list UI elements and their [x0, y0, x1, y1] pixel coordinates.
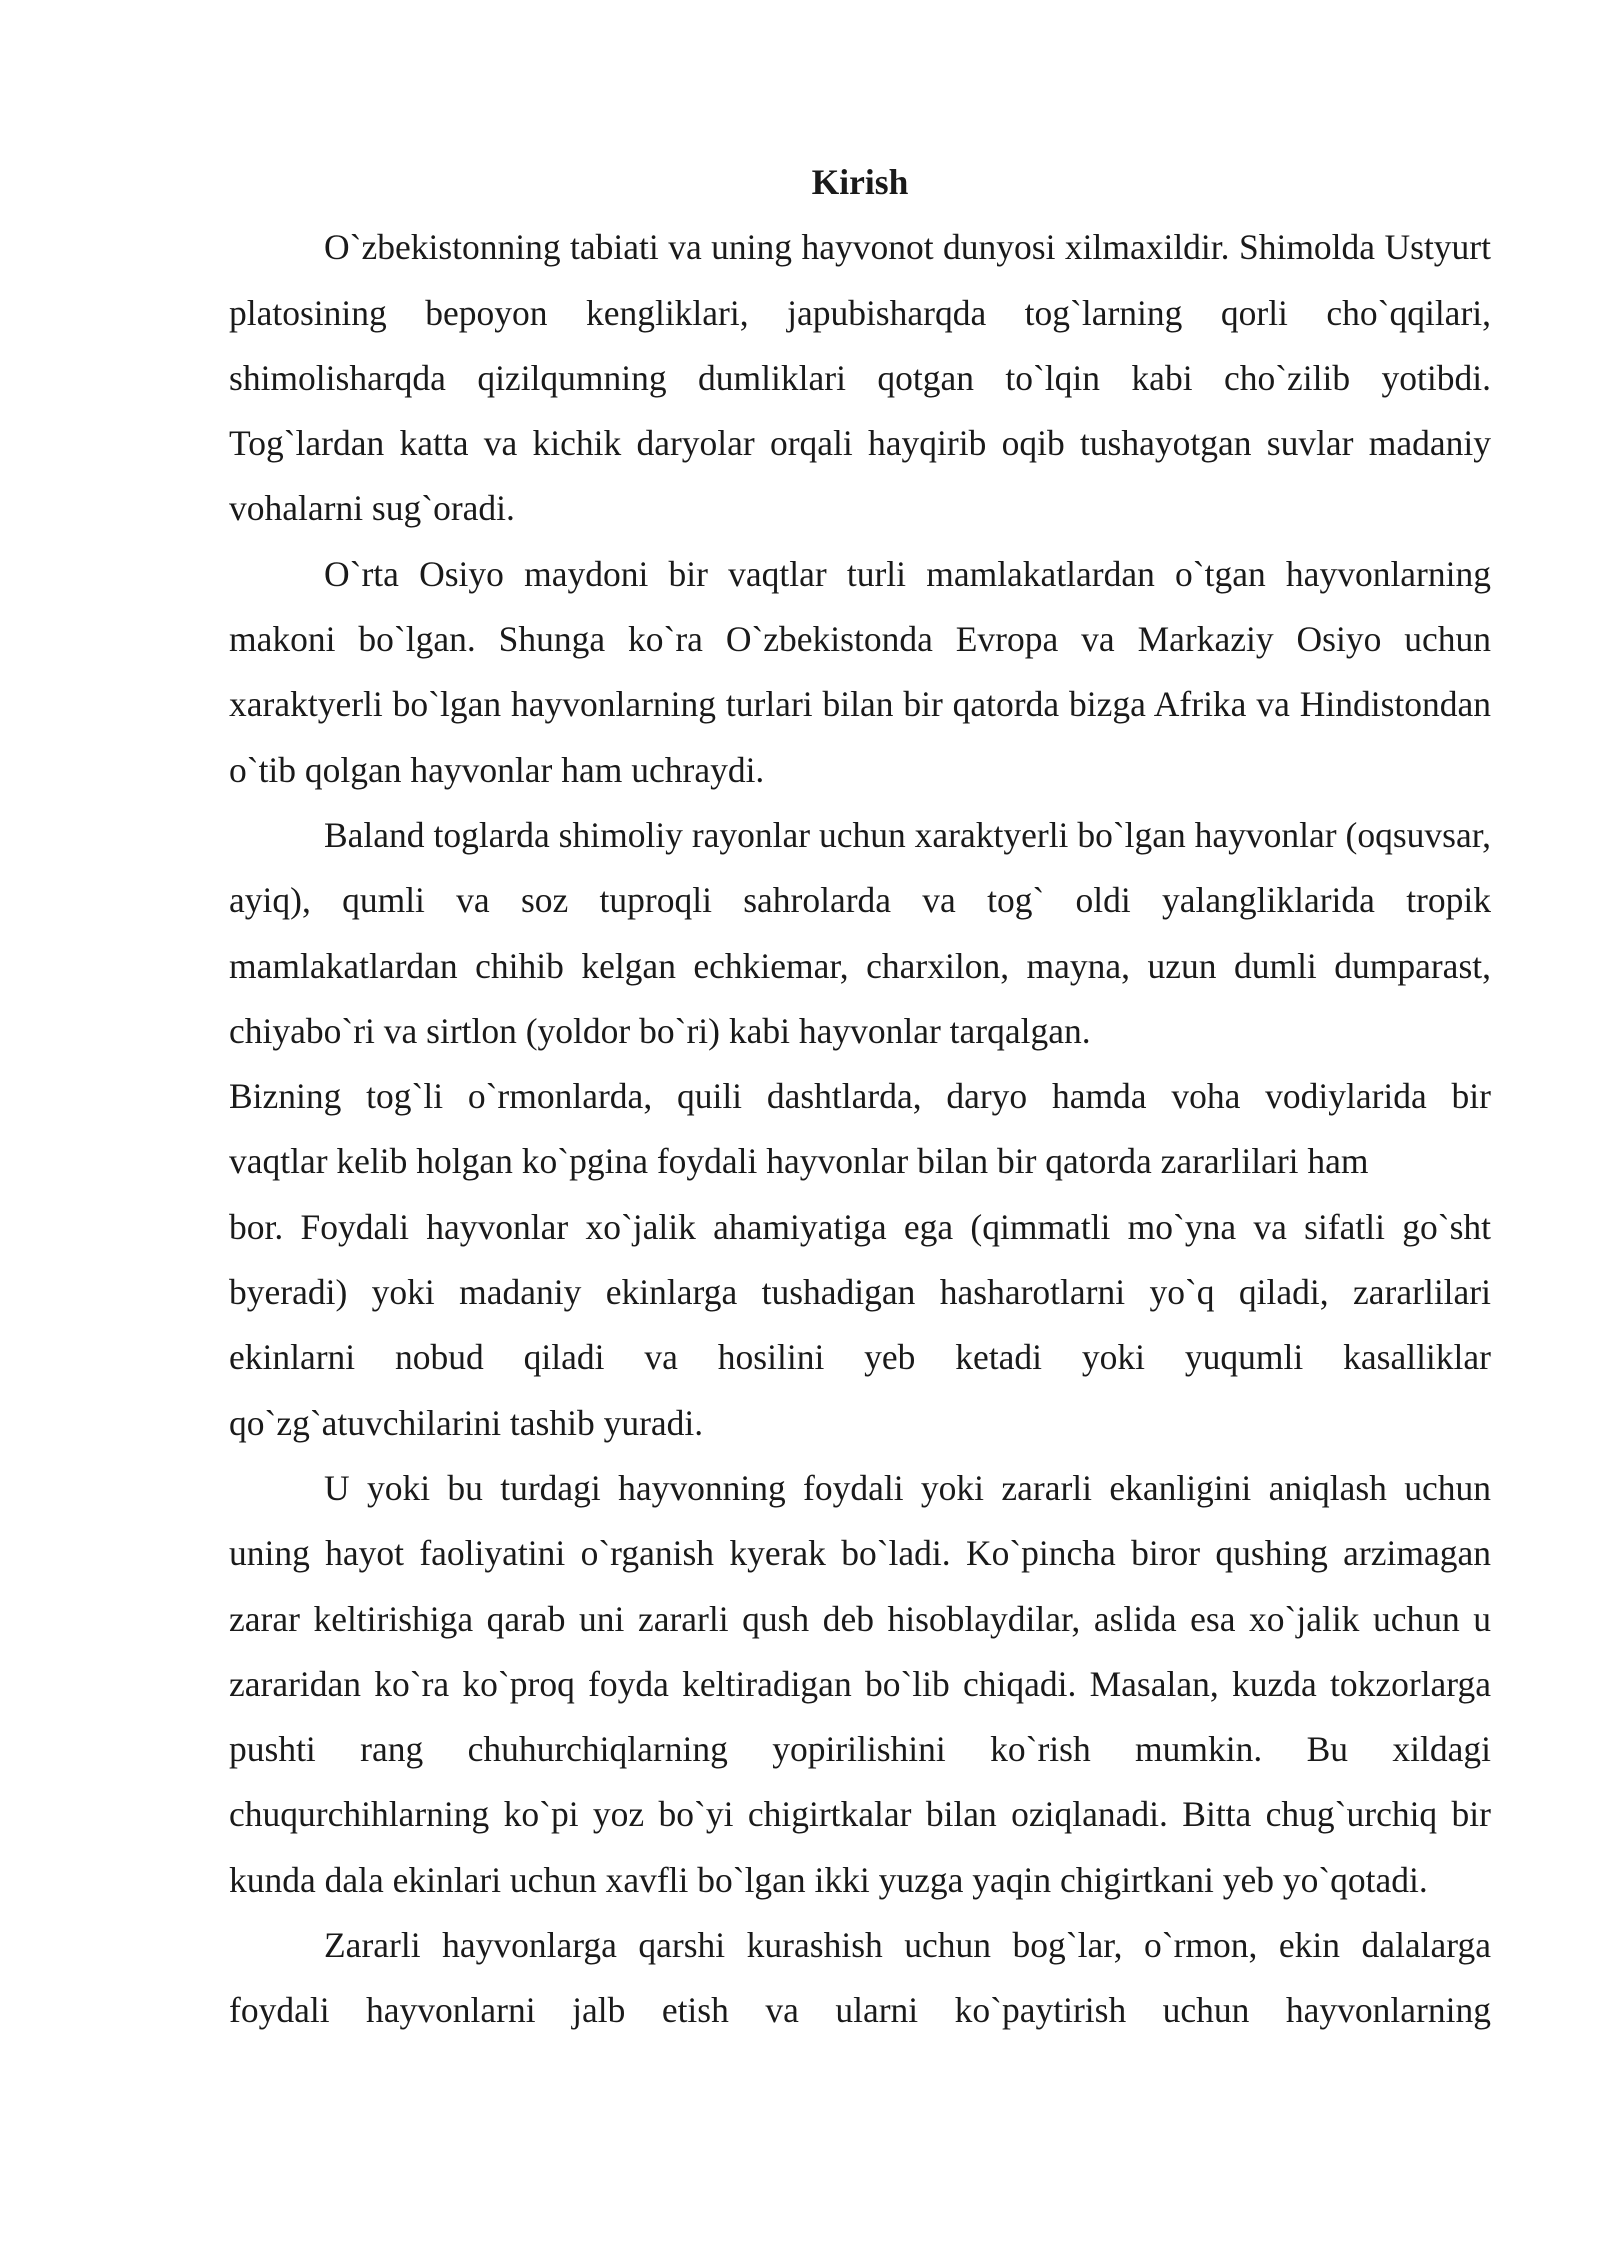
document-title: Kirish — [811, 162, 909, 202]
paragraph-4-line-1: Bizning tog`li o`rmonlarda, quili dashtlarda, daryo hamda voha vodiylarida bir — [229, 1076, 1491, 1117]
paragraph-2: O`rta Osiyo maydoni bir vaqtlar turli mamlakatlardan o`tgan hayvonlarning makoni bo`lgan. Shunga ko`ra O`zbekistonda Evropa va Markaziy Osiyo uchun xaraktyerli bo`lgan hayvonlarning turlari bilan bir qatorda bizga Afrika va Hindistondan o`tib qolgan hayvonlar ham uchraydi. — [229, 553, 1491, 790]
paragraph-4-rest: bor. Foydali hayvonlar xo`jalik ahamiyatiga ega (qimmatli mo`yna va sifatli go`sht byeradi) yoki madaniy ekinlarga tushadigan hasharotlarni yo`q qiladi, zararlilari ekinlarni nobud qiladi va hosilini yeb ketadi yoki yuqumli kasalliklar qo`zg`atuvchilarini tashib yuradi. — [229, 1206, 1491, 1443]
document-page — [229, 150, 1491, 2044]
paragraph-3: Baland toglarda shimoliy rayonlar uchun xaraktyerli bo`lgan hayvonlar (oqsuvsar, ayiq), qumli va soz tuproqli sahrolarda va tog` oldi yalangliklarida tropik mamlakatlardan chihib kelgan echkiemar, charxilon, mayna, uzun dumli dumparast, chiyabo`ri va sirtlon (yoldor bo`ri) kabi hayvonlar tarqalgan. — [229, 814, 1491, 1051]
paragraph-5: U yoki bu turdagi hayvonning foydali yoki zararli ekanligini aniqlash uchun uning hayot faoliyatini o`rganish kyerak bo`ladi. Ko`pincha biror qushing arzimagan zarar keltirishiga qarab uni zararli qush deb hisoblaydilar, aslida esa xo`jalik uchun u zararidan ko`ra ko`proq foyda keltiradigan bo`lib chiqadi. Masalan, kuzda tokzorlarga pushti rang chuhurchiqlarning yopirilishini ko`rish mumkin. Bu xildagi chuqurchihlarning ko`pi yoz bo`yi chigirtkalar bilan oziqlanadi. Bitta chug`urchiq bir kunda dala ekinlari uchun xavfli bo`lgan ikki yuzga yaqin chigirtkani yeb yo`qotadi. — [229, 1467, 1491, 1900]
paragraph-1: O`zbekistonning tabiati va uning hayvonot dunyosi xilmaxildir. Shimolda Ustyurt platosining bepoyon kengliklari, japubisharqda tog`larning qorli cho`qqilari, shimolisharqda qizilqumning dumliklari qotgan to`lqin kabi cho`zilib yotibdi. Tog`lardan katta va kichik daryolar orqali hayqirib oqib tushayotgan suvlar madaniy vohalarni sug`oradi. — [229, 227, 1491, 529]
paragraph-4-line-2: vaqtlar kelib holgan ko`pgina foydali hayvonlar bilan bir qatorda zararlilari ham — [229, 1141, 1369, 1182]
paragraph-4 — [229, 1064, 1491, 1456]
paragraph-6: Zararli hayvonlarga qarshi kurashish uchun bog`lar, o`rmon, ekin dalalarga foydali hayvonlarni jalb etish va ularni ko`paytirish uchun hayvonlarning — [229, 1925, 1491, 2031]
